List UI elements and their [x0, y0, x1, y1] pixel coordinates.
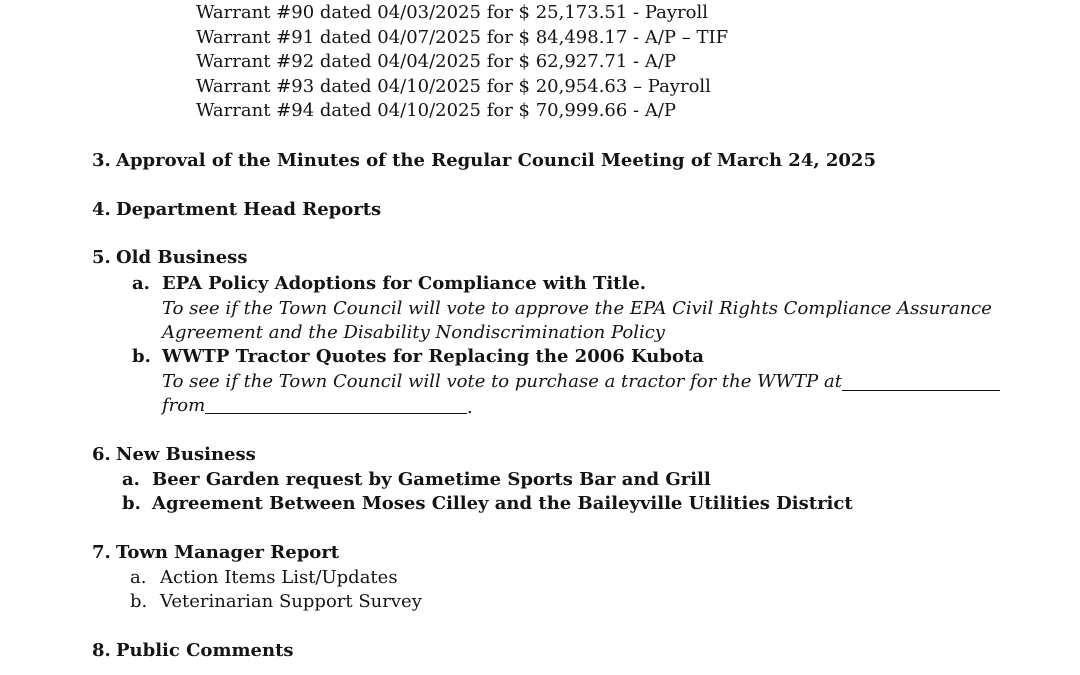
subitem-letter: a.	[132, 273, 150, 294]
agenda-subitem-5a	[132, 273, 646, 295]
warrant-line: Warrant #93 dated 04/10/2025 for $ 20,954.63 – Payroll	[196, 76, 711, 97]
warrant-line: Warrant #92 dated 04/04/2025 for $ 62,927.71 - A/P	[196, 51, 677, 72]
item-title: New Business	[116, 444, 256, 465]
agenda-item-4	[92, 199, 381, 221]
subitem-title: WWTP Tractor Quotes for Replacing the 2006 Kubota	[162, 346, 704, 367]
subitem-letter: b.	[122, 493, 141, 514]
subitem-title: Agreement Between Moses Cilley and the Baileyville Utilities District	[152, 493, 853, 514]
warrant-line: Warrant #90 dated 04/03/2025 for $ 25,173.51 - Payroll	[196, 2, 709, 23]
agenda-subitem-5b	[132, 346, 704, 368]
description-text: To see if the Town Council will vote to purchase a tractor for the WWTP at	[162, 371, 842, 392]
subitem-letter: a.	[130, 567, 147, 588]
agenda-item-7	[92, 542, 339, 564]
agenda-item-3	[92, 150, 876, 172]
item-number: 8.	[92, 640, 111, 661]
warrant-line: Warrant #91 dated 04/07/2025 for $ 84,498.17 - A/P – TIF	[196, 27, 729, 48]
agenda-subitem-7a	[130, 567, 398, 589]
subitem-description: Agreement and the Disability Nondiscrimination Policy	[162, 322, 665, 343]
subitem-title: Veterinarian Support Survey	[160, 591, 422, 612]
item-title: Department Head Reports	[116, 199, 382, 220]
subitem-letter: b.	[132, 346, 151, 367]
item-number: 7.	[92, 542, 111, 563]
blank-underline	[205, 412, 467, 414]
item-title: Public Comments	[116, 640, 294, 661]
agenda-subitem-6a	[122, 469, 711, 491]
agenda-subitem-6b	[122, 493, 853, 515]
subitem-description	[162, 371, 842, 393]
subitem-description: To see if the Town Council will vote to approve the EPA Civil Rights Compliance Assurance	[162, 298, 992, 319]
subitem-title: Action Items List/Updates	[160, 567, 398, 588]
agenda-item-5	[92, 247, 247, 269]
subitem-title: Beer Garden request by Gametime Sports Bar and Grill	[152, 469, 711, 490]
period-mark: .	[467, 397, 473, 418]
item-number: 4.	[92, 199, 111, 220]
item-number: 5.	[92, 247, 111, 268]
subitem-title: EPA Policy Adoptions for Compliance with Title.	[162, 273, 647, 294]
item-title: Approval of the Minutes of the Regular Council Meeting of March 24, 2025	[116, 150, 876, 171]
item-title: Town Manager Report	[116, 542, 340, 563]
blank-underline	[842, 389, 1000, 391]
description-text: from	[162, 395, 206, 416]
agenda-item-8	[92, 640, 294, 662]
item-number: 3.	[92, 150, 111, 171]
agenda-item-6	[92, 444, 256, 466]
item-title: Old Business	[116, 247, 248, 268]
subitem-description	[162, 395, 205, 417]
warrant-line: Warrant #94 dated 04/10/2025 for $ 70,999.66 - A/P	[196, 100, 677, 121]
subitem-letter: a.	[122, 469, 140, 490]
item-number: 6.	[92, 444, 111, 465]
agenda-subitem-7b	[130, 591, 422, 613]
subitem-letter: b.	[130, 591, 148, 612]
